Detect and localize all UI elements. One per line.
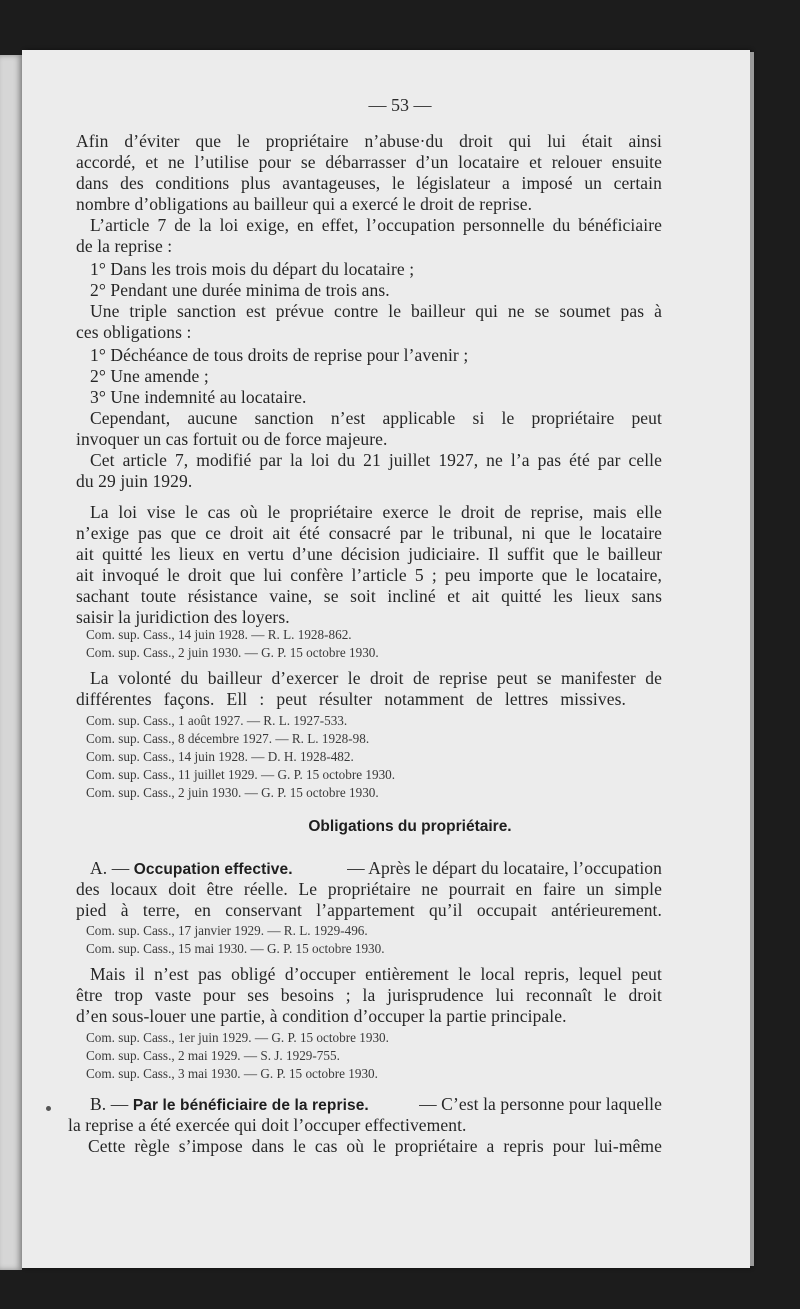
list-item: 1° Dans les trois mois du départ du locataire ;	[90, 259, 415, 279]
text-line: d’en sous-louer une partie, à condition d’occuper la partie principale.	[76, 1006, 567, 1026]
section-a-prefix: A. —	[90, 858, 134, 878]
section-b-text: — C’est la personne pour laquelle	[419, 1094, 662, 1114]
text-line: Cet article 7, modifié par la loi du 21 juillet 1927, ne l’a pas été par celle	[90, 450, 662, 470]
text-line: La volonté du bailleur d’exercer le droit de reprise peut se manifester de	[90, 668, 662, 688]
text-line: ait invoqué le droit que lui confère l’article 5 ; peu importe que le locataire,	[76, 565, 662, 585]
section-a-text: — Après le départ du locataire, l’occupation	[347, 858, 662, 878]
text-line: être trop vaste pour ses besoins ; la jurisprudence lui reconnaît le droit	[76, 985, 662, 1005]
text-line: des locaux doit être réelle. Le propriétaire ne pourrait en faire un simple	[76, 879, 662, 899]
citation: Com. sup. Cass., 14 juin 1928. — D. H. 1928-482.	[86, 749, 354, 764]
citation: Com. sup. Cass., 17 janvier 1929. — R. L. 1929-496.	[86, 923, 368, 938]
text-line: du 29 juin 1929.	[76, 471, 193, 491]
text-line: sachant toute résistance vaine, se soit incliné et ait quitté les lieux sans	[76, 586, 662, 606]
text-line: n’exige pas que ce droit ait été consacré par le tribunal, ni que le locataire	[76, 523, 662, 543]
text-line: la reprise a été exercée qui doit l’occuper effectivement.	[68, 1115, 467, 1135]
citation: Com. sup. Cass., 2 juin 1930. — G. P. 15 octobre 1930.	[86, 785, 379, 800]
text-line: Cependant, aucune sanction n’est applicable si le propriétaire peut	[90, 408, 662, 428]
text-line: de la reprise :	[76, 236, 173, 256]
page-edge-shadow	[750, 52, 754, 1266]
text-line: Cette règle s’impose dans le cas où le propriétaire a repris pour lui-même	[88, 1136, 662, 1156]
section-b-prefix: B. —	[90, 1094, 133, 1114]
section-b-title: Par le bénéficiaire de la reprise.	[132, 1097, 369, 1114]
list-item: 1° Déchéance de tous droits de reprise pour l’avenir ;	[90, 345, 469, 365]
citation: Com. sup. Cass., 2 juin 1930. — G. P. 15 octobre 1930.	[86, 645, 379, 660]
citation: Com. sup. Cass., 11 juillet 1929. — G. P. 15 octobre 1930.	[86, 767, 396, 782]
list-item: 2° Une amende ;	[90, 366, 209, 386]
text-line: Mais il n’est pas obligé d’occuper entièrement le local repris, lequel peut	[90, 964, 662, 984]
section-a-title: Occupation effective.	[133, 861, 293, 878]
page-number: — 53 —	[368, 95, 432, 115]
text-line: ces obligations :	[76, 322, 192, 342]
text-line: pied à terre, en conservant l’appartement qu’il occupait antérieurement.	[76, 900, 662, 920]
text-line: saisir la juridiction des loyers.	[76, 607, 290, 627]
ink-speck	[46, 1106, 51, 1111]
text-line: différentes façons. Ell : peut résulter notamment de lettres missives.	[76, 689, 626, 709]
citation: Com. sup. Cass., 1er juin 1929. — G. P. 15 octobre 1930.	[86, 1030, 389, 1045]
text-line: L’article 7 de la loi exige, en effet, l’occupation personnelle du bénéficiaire	[90, 215, 662, 235]
citation: Com. sup. Cass., 15 mai 1930. — G. P. 15 octobre 1930.	[86, 941, 385, 956]
adjacent-page-edge	[0, 55, 22, 1270]
text-line: dans des conditions plus avantageuses, le législateur a imposé un certain	[76, 173, 662, 193]
text-line: ait quitté les lieux en vertu d’une décision judiciaire. Il suffit que le bailleur	[76, 544, 662, 564]
citation: Com. sup. Cass., 3 mai 1930. — G. P. 15 octobre 1930.	[86, 1066, 378, 1081]
list-item: 3° Une indemnité au locataire.	[90, 387, 307, 407]
section-heading: Obligations du propriétaire.	[308, 818, 512, 835]
text-line: Une triple sanction est prévue contre le bailleur qui ne se soumet pas à	[90, 301, 662, 321]
text-line: accordé, et ne l’utilise pour se débarrasser d’un locataire et relouer ensuite	[76, 152, 662, 172]
list-item: 2° Pendant une durée minima de trois ans.	[90, 280, 390, 300]
citation: Com. sup. Cass., 14 juin 1928. — R. L. 1928-862.	[86, 627, 352, 642]
citation: Com. sup. Cass., 2 mai 1929. — S. J. 1929-755.	[86, 1048, 340, 1063]
text-line: nombre d’obligations au bailleur qui a exercé le droit de reprise.	[76, 194, 533, 214]
text-line: invoquer un cas fortuit ou de force majeure.	[76, 429, 388, 449]
citation: Com. sup. Cass., 1 août 1927. — R. L. 1927-533.	[86, 713, 348, 728]
citation: Com. sup. Cass., 8 décembre 1927. — R. L. 1928-98.	[86, 731, 370, 746]
text-line: Afin d’éviter que le propriétaire n’abuse·du droit qui lui était ainsi	[76, 131, 662, 151]
text-line: La loi vise le cas où le propriétaire exerce le droit de reprise, mais elle	[90, 502, 662, 522]
